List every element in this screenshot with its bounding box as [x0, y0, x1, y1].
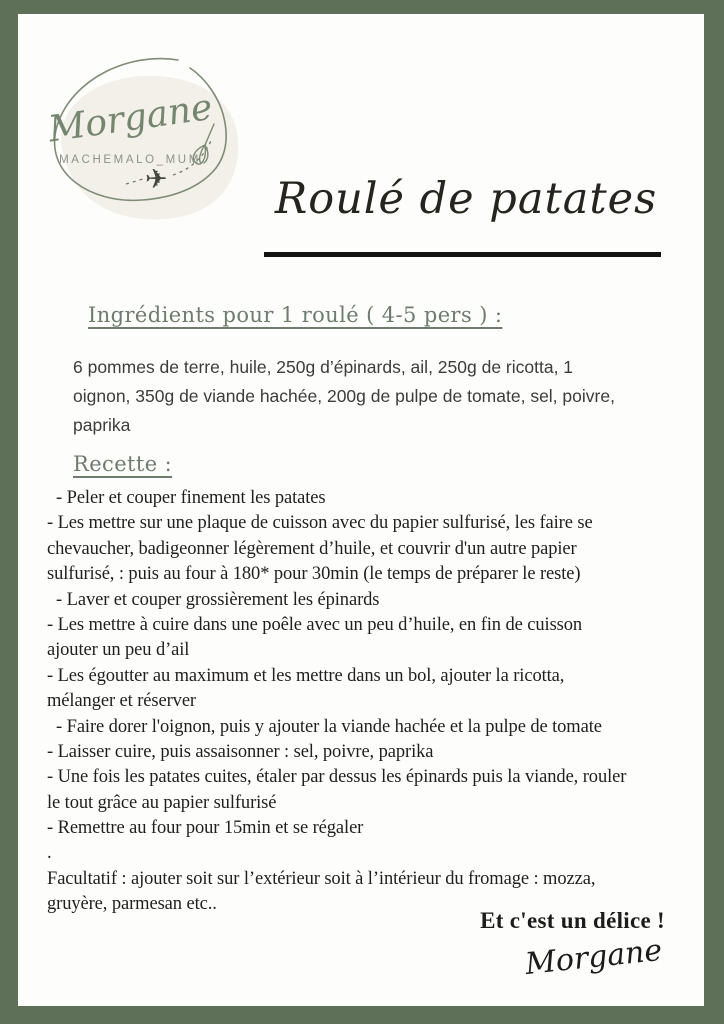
recipe-line: - Une fois les patates cuites, étaler par dessus les épinards puis la viande, rouler: [47, 767, 627, 788]
recipe-line: mélanger et réserver: [47, 691, 196, 712]
title-underline: [264, 252, 661, 257]
recipe-line: chevaucher, badigeonner légèrement d’huile, et couvrir d'un autre papier: [47, 538, 577, 559]
recipe-line: ajouter un peu d’ail: [47, 640, 190, 661]
ingredients-heading: Ingrédients pour 1 roulé ( 4-5 pers ) :: [88, 303, 503, 327]
logo-script-name: Morgane: [45, 86, 215, 151]
ingredients-line: 6 pommes de terre, huile, 250g d’épinards, ail, 250g de ricotta, 1: [73, 357, 574, 377]
recipe-line: - Laisser cuire, puis assaisonner : sel, poivre, paprika: [47, 741, 434, 762]
recipe-line: - Les égoutter au maximum et les mettre dans un bol, ajouter la ricotta,: [47, 665, 565, 686]
recipe-line: - Les mettre à cuire dans une poêle avec un peu d’huile, en fin de cuisson: [47, 614, 583, 635]
page-title: Roulé de patates: [274, 174, 658, 224]
recipe-line: Facultatif : ajouter soit sur l’extérieur soit à l’intérieur du fromage : mozza,: [47, 868, 596, 889]
recipe-line: - Remettre au four pour 15min et se régaler: [47, 818, 364, 839]
recipe-steps: [47, 486, 626, 918]
recipe-line: gruyère, parmesan etc..: [47, 894, 217, 915]
closing-tagline: Et c'est un délice !: [480, 908, 665, 933]
signature: Morgane: [523, 932, 664, 983]
logo-subtitle: MACHEMALO_MUM: [59, 154, 201, 166]
recipe-line: - Faire dorer l'oignon, puis y ajouter la viande hachée et la pulpe de tomate: [47, 716, 602, 737]
recipe-line: sulfurisé, : puis au four à 180* pour 30min (le temps de préparer le reste): [47, 564, 581, 585]
brand-logo: [40, 48, 270, 233]
ingredients-text: [73, 353, 615, 440]
recipe-line: - Laver et couper grossièrement les épinards: [47, 589, 380, 610]
recipe-line: - Les mettre sur une plaque de cuisson avec du papier sulfurisé, les faire se: [47, 513, 593, 534]
ingredients-line: oignon, 350g de viande hachée, 200g de pulpe de tomate, sel, poivre,: [73, 386, 615, 406]
recipe-line: le tout grâce au papier sulfurisé: [47, 792, 277, 813]
ingredients-line: paprika: [73, 415, 131, 435]
plane-icon: ✈: [145, 164, 168, 195]
recipe-line: - Peler et couper finement les patates: [47, 488, 326, 508]
recipe-line: .: [47, 843, 52, 864]
logo-blob: [57, 70, 243, 226]
recipe-heading: Recette :: [73, 452, 173, 476]
